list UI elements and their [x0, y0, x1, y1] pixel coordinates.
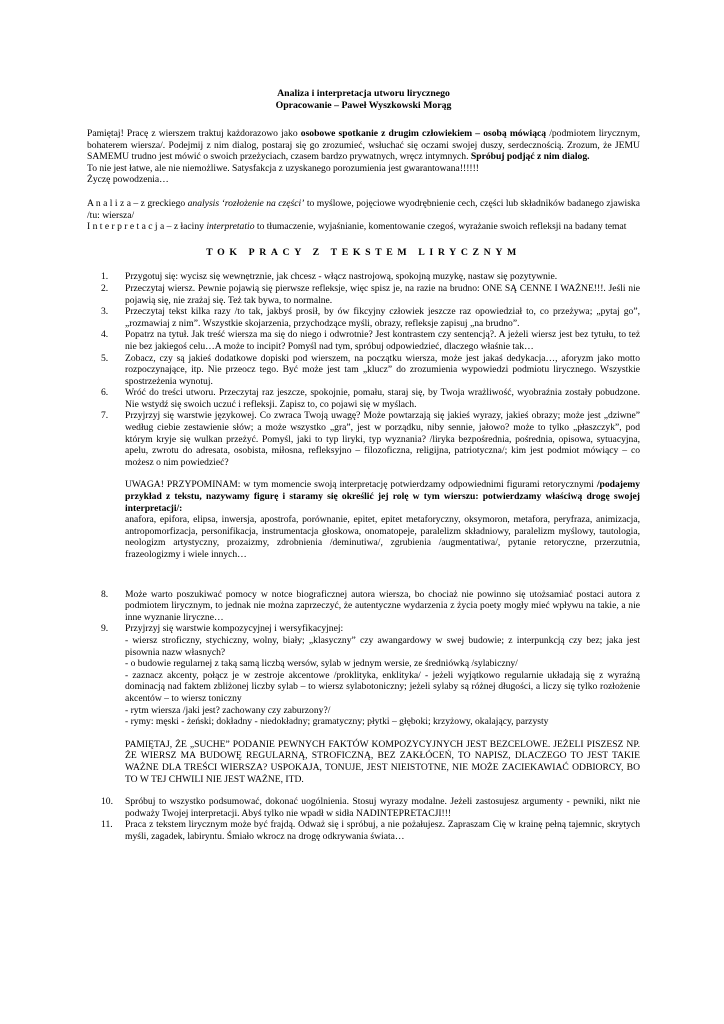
list-item	[87, 819, 640, 842]
pamietaj-note: PAMIĘTAJ, ŻE „SUCHE” PODANIE PEWNYCH FAKTÓW KOMPOZYCYJNYCH JEST BEZCELOWE. JEŻELI PISZESZ NP. ŻE WIERSZ MA BUDOWĘ REGULARNĄ, STROFICZNĄ, BEZ ZAKŁÓCEŃ, TO NAPISZ, DLACZEGO TO JEST TAKIE WAŻNE DLA TREŚCI WIERSZA? USPOKAJA, TONUJE, JEST NIEISTOTNE, NIE MOŻE ZACIEKAWIAĆ ODBIORCY, BO TO W TEJ CHWILI NIE JEST WAŻNE, ITD.	[125, 738, 640, 785]
item-number: 9.	[101, 623, 109, 635]
term-interpretacja: I n t e r p r e t a c j a	[87, 221, 165, 233]
item-text: Praca z tekstem lirycznym może być frajdą. Odważ się i spróbuj, a nie pożałujesz. Zapraszam Cię w krainę pełną tajemnic, skrytych myśli, zagadek, labiryntu. Śmiało wkrocz na drogę odkrywania świata…	[125, 819, 640, 842]
definition-text: – z łaciny	[164, 221, 207, 233]
definitions-section	[87, 198, 640, 233]
uwaga-bold: /podajemy przykład z tekstu, nazywamy figurę i staramy się określić jej rolę w tym wierszu: potwierdzamy właściwą drogę swojej interpretacji/:	[125, 479, 640, 514]
definition-analiza	[87, 198, 640, 221]
section-heading: TOK PRACY Z TEKSTEM LIRYCZNYM	[206, 246, 521, 258]
item-text: Przyjrzyj się warstwie językowej. Co zwraca Twoją uwagę? Może powtarzają się jakieś wyrazy, jakieś obrazy; może jest „dziwne” według ciebie zestawienie słów; a może wszystko „gra”, jest w porządku, niby sennie, jałowo? może to tylko „płaszczyk”, pod którym kryje się wulkan przeżyć. Pomyśl, jaki to typ liryki, typ wyznania? /liryka bezpośrednia, pośrednia, opisowa, sytuacyjna, apelu, zwrotu do adresata, osobista, miłosna, refleksyjno – filozoficzna, religijna, patriotyczna/; kim jest podmiot mówiący – co możesz o nim powiedzieć?	[125, 410, 640, 468]
intro-bold-b: Spróbuj podjąć z nim dialog.	[470, 151, 590, 163]
uwaga-note	[87, 479, 640, 560]
item-number: 3.	[101, 306, 109, 318]
spacer	[87, 785, 640, 796]
verse-item: - wiersz stroficzny, stychiczny, wolny, biały; „klasyczny” czy awangardowy w swej budowie; z interpunkcją czy bez; jaka jest pisownia nazw własnych?	[125, 634, 640, 658]
item-number: 10.	[101, 796, 113, 808]
spacer	[87, 468, 640, 479]
item-number: 2.	[101, 282, 109, 294]
list-item	[87, 589, 640, 624]
spacer	[87, 728, 640, 739]
intro-paragraph	[87, 128, 640, 163]
list-item	[87, 329, 640, 352]
list-item	[87, 796, 640, 819]
steps-list-continued	[87, 589, 640, 635]
steps-list	[87, 271, 640, 468]
definition-text: to tłumaczenie, wyjaśnianie, komentowanie czegoś, wyrażanie swoich refleksji na badany temat	[254, 221, 627, 233]
verse-item: - zaznacz akcenty, połącz je w zestroje akcentowe /proklityka, enklityka/ - jeżeli wyjątkowo regularnie układają się z wyraźną dominacją nad faktem zbliżonej liczby sylab – to wiersz sylabotoniczny; jeżeli sylaby są różnej długości, a liczy się tylko rozłożenie akcentów – to wiersz toniczny	[125, 669, 640, 704]
item-number: 6.	[101, 387, 109, 399]
verse-item: - o budowie regularnej z taką samą liczbą wersów, sylab w jednym wersie, ze średniówką /sylabiczny/	[125, 658, 518, 670]
spacer	[87, 561, 640, 589]
item-text: Popatrz na tytuł. Jak treść wiersza ma się do niego i odwrotnie? Jest kontrastem czy sentencją?. A jeżeli wiersz jest bez tytułu, to też nie bez jakiegoś celu…A może to incipit? Pomyśl nad tym, spróbuj odpowiedzieć, dlaczego właśnie tak…	[125, 329, 640, 352]
list-item	[87, 410, 640, 468]
uwaga-paragraph	[125, 479, 640, 514]
term-etymology: interpretatio	[206, 221, 255, 233]
definition-interpretacja	[87, 221, 640, 233]
item-number: 4.	[101, 329, 109, 341]
intro-text-b: /podmiotem lirycznym, bohaterem wiersza/. Podejmij z nim dialog, postaraj się go zrozumieć, wsłuchać się oczami swojej duszy, serdecznością. Zrozum, że JEMU SAMEMU trudno jest mówić o swoich przeżyciach, czasem bardzo prywatnych, wręcz intymnych.	[87, 128, 640, 163]
intro-section	[87, 128, 640, 186]
intro-bold-a: osobowe spotkanie z drugim człowiekiem – osobą mówiącą	[300, 128, 547, 139]
verse-list	[87, 635, 640, 728]
item-number: 11.	[101, 819, 113, 831]
verse-item: - rytm wiersza /jaki jest? zachowany czy zaburzony?/	[125, 704, 331, 716]
item-text: Przygotuj się: wycisz się wewnętrznie, jak chcesz - włącz nastrojową, spokojną muzykę, nastaw się pozytywnie.	[125, 271, 558, 283]
title-line-1: Analiza i interpretacja utworu lirycznego	[277, 88, 450, 99]
definition-text: to myślowe, pojęciowe wyodrębnienie cech, części lub składników badanego zjawiska /tu: wiersza/	[87, 197, 640, 221]
item-number: 8.	[101, 588, 109, 600]
intro-text-a: Pamiętaj! Pracę z wierszem traktuj każdorazowo jako	[87, 128, 301, 139]
list-item	[87, 387, 640, 410]
list-item	[87, 271, 640, 283]
item-text: Wróć do treści utworu. Przeczytaj raz jeszcze, spokojnie, pomału, staraj się, by Twoja wrażliwość, wyobraźnia zostały pobudzone. Nie wstydź się swoich uczuć i refleksji. Zapisz to, co pojawi się w myślach.	[125, 387, 640, 410]
item-text: Może warto poszukiwać pomocy w notce biograficznej autora wiersza, bo chociaż nie powinno się utożsamiać postaci autora z podmiotem lirycznym, to jednak nie można zaprzeczyć, że autentyczne wydarzenia z życia poety mogły mieć wpływu na takie, a nie inne wyznanie liryczne…	[125, 588, 640, 623]
item-text: Przyjrzyj się warstwie kompozycyjnej i wersyfikacyjnej:	[125, 623, 344, 635]
intro-line-3: Życzę powodzenia…	[87, 174, 169, 186]
item-number: 7.	[101, 410, 109, 422]
list-item	[87, 623, 640, 635]
document-title	[87, 88, 640, 112]
figures-list: anafora, epifora, elipsa, inwersja, apostrofa, porównanie, epitet, epitet metaforyczny, oksymoron, metafora, peryfraza, animizacja, antropomorfizacja, personifikacja, instrumentacja głoskowa, onomatopeje, paralelizm składniowy, paralelizm myślowy, tautologia, neologizm artystyczny, prozaizmy, zdrobnienia /deminutiwa/, zgrubienia /augmentatiwa/, pytanie retoryczne, przerzutnia, frazeologizmy i wiele innych…	[125, 514, 640, 560]
document-page	[87, 88, 640, 842]
term-analiza: A n a l i z a	[87, 197, 131, 209]
uwaga-text: UWAGA! PRZYPOMINAM: w tym momencie swoją interpretację potwierdzamy odpowiednimi figurami retorycznymi	[125, 479, 597, 491]
title-line-2: Opracowanie – Paweł Wyszkowski Morąg	[275, 100, 452, 111]
definition-text: – z greckiego	[130, 197, 188, 209]
term-etymology: analysis ‘rozłożenie na części’	[187, 197, 305, 209]
item-text: Przeczytaj tekst kilka razy /to tak, jakbyś prosił, by ów fikcyjny człowiek jeszcze raz opowiedział to, co przeżywa; „pytaj go”, „rozmawiaj z nim”. Wszystkie skojarzenia, przychodzące myśli, obrazy, refleksje zapisuj „na brudno”.	[125, 306, 640, 329]
item-text: Przeczytaj wiersz. Pewnie pojawią się pierwsze refleksje, więc spisz je, na razie na brudno: ONE SĄ CENNE I WAŻNE!!!. Jeśli nie pojawią się, nie zrażaj się. Też tak bywa, to normalne.	[125, 282, 640, 306]
item-number: 5.	[101, 352, 109, 364]
steps-list-final	[87, 796, 640, 842]
item-text: Zobacz, czy są jakieś dodatkowe dopiski pod wierszem, na początku wiersza, może jest jakaś dedykacja…, aforyzm jako motto rozpoczynające, itp. Nie przeocz tego. Być może jest tam „klucz” do zrozumienia wypowiedzi podmiotu lirycznego. Wszystkie spostrzeżenia wynotuj.	[125, 352, 640, 387]
item-text: Spróbuj to wszystko podsumować, dokonać uogólnienia. Stosuj wyrazy modalne. Jeżeli zastosujesz argumenty - pewniki, nikt nie podważy Twojej interpretacji. Abyś tylko nie wpadł w sidła NADINTEPRETACJI!!!	[125, 796, 640, 819]
list-item	[87, 283, 640, 306]
verse-item: - rymy: męski - żeński; dokładny - niedokładny; gramatyczny; płytki – głęboki; krzyżowy, okalający, parzysty	[125, 716, 549, 728]
list-item	[87, 306, 640, 329]
intro-line-2: To nie jest łatwe, ale nie niemożliwe. Satysfakcja z uzyskanego porozumienia jest gwarantowana!!!!!!	[87, 162, 479, 174]
list-item	[87, 353, 640, 388]
item-number: 1.	[101, 271, 109, 283]
